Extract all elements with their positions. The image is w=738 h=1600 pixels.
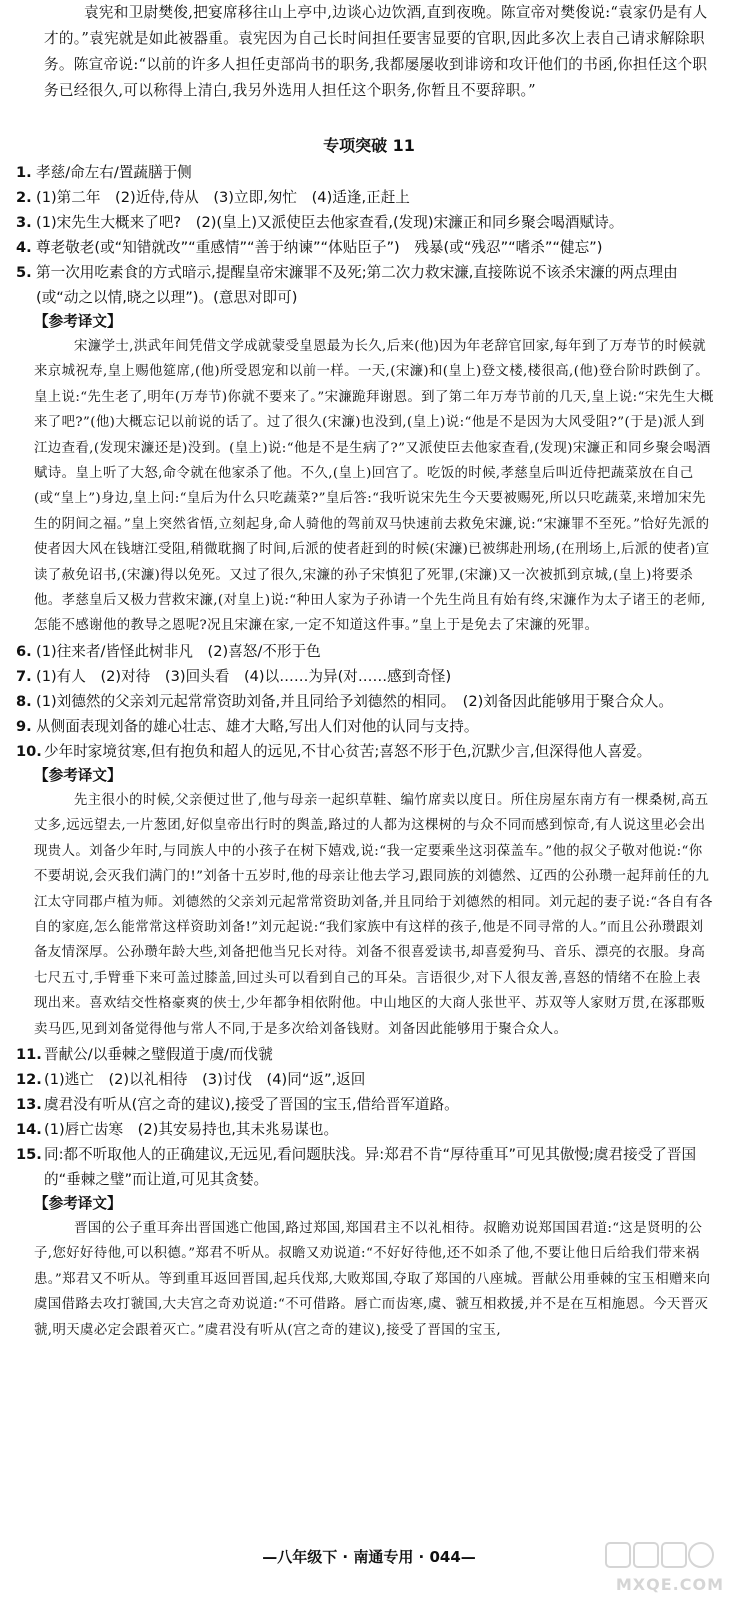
answer-item	[16, 639, 714, 664]
answer-text: (1)有人 (2)对待 (3)回头看 (4)以……为异(对……感到奇怪)	[36, 667, 452, 685]
answer-text: (1)刘德然的父亲刘元起常常资助刘备,并且同给予刘德然的相同。 (2)刘备因此能够用于聚合众人。	[36, 692, 674, 710]
answer-item	[16, 1142, 714, 1192]
answer-number: 10.	[16, 742, 42, 760]
answer-number: 13.	[16, 1095, 42, 1113]
reference-translation-label: 【参考译文】	[34, 313, 122, 330]
reference-translation-label: 【参考译文】	[34, 1194, 122, 1212]
answer-number: 2.	[16, 189, 32, 206]
answer-body	[16, 160, 714, 1343]
answer-text: 孝慈/命左右/置蔬膳于侧	[36, 164, 192, 181]
answer-item	[16, 1092, 714, 1117]
answer-number: 3.	[16, 214, 32, 231]
answer-item	[16, 1042, 714, 1067]
answer-item	[16, 235, 714, 260]
answer-text: 少年时家境贫寒,但有抱负和超人的远见,不甘心贫苦;喜怒不形于色,沉默少言,但深得他人喜爱。	[44, 742, 652, 760]
section-title: 专项突破 11	[323, 136, 415, 155]
answer-item	[16, 689, 714, 714]
watermark	[600, 1540, 724, 1594]
answer-item	[16, 210, 714, 235]
page-footer: —八年级下 · 南通专用 · 044—	[262, 1548, 476, 1566]
answer-item	[16, 160, 714, 185]
answer-text: (1)逃亡 (2)以礼相待 (3)讨伐 (4)同“返”,返回	[44, 1070, 366, 1088]
answer-text: 从侧面表现刘备的雄心壮志、雄才大略,写出人们对他的认同与支持。	[36, 717, 479, 735]
answer-number: 1.	[16, 164, 32, 181]
answer-item	[16, 664, 714, 689]
reference-translation-label: 【参考译文】	[34, 766, 122, 784]
answer-number: 12.	[16, 1070, 42, 1088]
answer-text: (1)往来者/皆怪此树非凡 (2)喜怒/不形于色	[36, 642, 321, 660]
reference-translation: 先主很小的时候,父亲便过世了,他与母亲一起织草鞋、编竹席卖以度日。所住房屋东南方有一棵桑树,高五丈多,远远望去,一片葱团,好似皇帝出行时的舆盖,路过的人都为这棵树的与众不同而感到惊奇,有人说这里必会出现贵人。刘备少年时,与同族人中的小孩子在树下嬉戏,说:“我一定要乘坐这羽葆盖车。”他的叔父子敬对他说:“你不要胡说,会灭我们满门的!”刘备十五岁时,他的母亲让他去学习,跟同族的刘德然、辽西的公孙瓒一起拜前任的九江太守同郡卢植为师。刘德然的父亲刘元起常常资助刘备,并且同给于刘德然的相同。刘元起的妻子说:“各自有各自的家庭,怎么能常常这样资助刘备!”刘元起说:“我们家族中有这样的孩子,他是不同寻常的人。”而且公孙瓒跟刘备友情深厚。公孙瓒年龄大些,刘备把他当兄长对待。刘备不很喜爱读书,却喜爱狗马、音乐、漂亮的衣服。身高七尺五寸,手臂垂下来可盖过膝盖,回过头可以看到自己的耳朵。言语很少,对下人很友善,喜怒的情绪不在脸上表现出来。喜欢结交性格豪爽的侠士,少年都争相依附他。中山地区的大商人张世平、苏双等人家财万贯,在涿郡贩卖马匹,见到刘备觉得他与常人不同,于是多次给刘备钱财。刘备因此能够用于聚合众人。	[34, 792, 713, 1037]
answer-item	[16, 739, 714, 764]
answer-item	[16, 185, 714, 210]
answer-item	[16, 1067, 714, 1092]
reference-translation: 晋国的公子重耳奔出晋国逃亡他国,路过郑国,郑国君主不以礼相待。叔瞻劝说郑国国君道:“这是贤明的公子,您好好待他,可以积德。”郑君不听从。叔瞻又劝说道:“不好好待他,还不如杀了他,不要让他日后给我们带来祸患。”郑君又不听从。等到重耳返回晋国,起兵伐郑,大败郑国,夺取了郑国的八座城。晋献公用垂棘的宝玉相赠来向虞国借路去攻打虢国,大夫宫之奇劝说道:“不可借路。唇亡而齿寒,虞、虢互相救援,并不是在互相施恩。今天晋灭虢,明天虞必定会跟着灭亡。”虞君没有听从(宫之奇的建议),接受了晋国的宝玉,	[34, 1220, 711, 1338]
answer-number: 8.	[16, 692, 32, 710]
watermark-text: MXQE.COM	[615, 1575, 724, 1594]
answer-text: 晋献公/以垂棘之璧假道于虞/而伐虢	[44, 1045, 273, 1063]
answer-number: 4.	[16, 239, 32, 256]
intro-paragraph: 袁宪和卫尉樊俊,把宴席移往山上亭中,边谈心边饮酒,直到夜晚。陈宣帝对樊俊说:“袁家仍是有人才的。”袁宪就是如此被器重。袁宪因为自己长时间担任要害显要的官职,因此多次上表自己请求解除职务。陈宣帝说:“以前的许多人担任吏部尚书的职务,我都屡屡收到诽谤和攻讦他们的书函,你担任这个职务已经很久,可以称得上清白,我另外选用人担任这个职务,你暂且不要辞职。”	[44, 4, 708, 99]
answer-item	[16, 260, 714, 310]
answer-text: 尊老敬老(或“知错就改”“重感情”“善于纳谏”“体贴臣子”) 残暴(或“残忍”“嗜杀”“健忘”)	[36, 239, 603, 256]
watermark-logo-icon	[604, 1540, 716, 1570]
answer-number: 9.	[16, 717, 32, 735]
answer-item	[16, 714, 714, 739]
answer-number: 14.	[16, 1120, 42, 1138]
reference-translation: 宋濂学士,洪武年间凭借文学成就蒙受皇恩最为长久,后来(他)因为年老辞官回家,每年到了万寿节的时候就来京城祝寿,皇上赐他筵席,(他)所受恩宠和以前一样。一天,(宋濂)和(皇上)登文楼,楼很高,(他)登台阶时跌倒了。皇上说:“先生老了,明年(万寿节)你就不要来了。”宋濂跪拜谢恩。到了第二年万寿节前的几天,皇上说:“宋先生大概来了吧?”(他)大概忘记以前说的话了。过了很久(宋濂)也没到,(皇上)说:“他是不是因为大风受阻?”(于是)派人到江边查看,(发现宋濂还是)没到。(皇上)说:“他是不是生病了?”又派使臣去他家查看,(发现)宋濂正和同乡聚会喝酒赋诗。皇上听了大怒,命令就在他家杀了他。不久,(皇上)回宫了。吃饭的时候,孝慈皇后叫近侍把蔬菜放在自己(或“皇上”)身边,皇上问:“皇后为什么只吃蔬菜?”皇后答:“我听说宋先生今天要被赐死,所以只吃蔬菜,来增加宋先生的阴间之福。”皇上突然省悟,立刻起身,命人骑他的驾前双马快速前去救免宋濂,说:“宋濂罪不至死。”恰好先派的使者因大风在钱塘江受阻,稍微耽搁了时间,后派的使者赶到的时候(宋濂)已被绑赴刑场,(在刑场上,后派的使者)宣读了赦免诏书,(宋濂)得以免死。又过了很久,宋濂的孙子宋慎犯了死罪,(宋濂)又一次被抓到京城,(皇上)将要杀他。孝慈皇后又极力营救宋濂,(对皇上)说:“种田人家为子孙请一个先生尚且有始有终,宋濂作为太子诸王的老师,怎能不感谢他的教导之恩呢?况且宋濂在家,一定不知道这件事。”皇上于是免去了宋濂的死罪。	[34, 339, 714, 634]
answer-number: 6.	[16, 642, 32, 660]
answer-text: (1)唇亡齿寒 (2)其安易持也,其未兆易谋也。	[44, 1120, 339, 1138]
answer-number: 11.	[16, 1045, 42, 1063]
answer-number: 5.	[16, 264, 32, 281]
answer-number: 15.	[16, 1145, 42, 1163]
answer-text: 虞君没有听从(宫之奇的建议),接受了晋国的宝玉,借给晋军道路。	[44, 1095, 459, 1113]
answer-text: (1)宋先生大概来了吧? (2)(皇上)又派使臣去他家查看,(发现)宋濂正和同乡聚会喝酒赋诗。	[36, 214, 624, 231]
answer-text: 第一次用吃素食的方式暗示,提醒皇帝宋濂罪不及死;第二次力救宋濂,直接陈说不该杀宋濂的两点理由(或“动之以情,晓之以理”)。(意思对即可)	[36, 264, 678, 306]
answer-number: 7.	[16, 667, 32, 685]
answer-text: 同:都不听取他人的正确建议,无远见,看问题肤浅。异:郑君不肯“厚待重耳”可见其傲慢;虞君接受了晋国的“垂棘之璧”而让道,可见其贪婪。	[44, 1145, 697, 1188]
answer-text: (1)第二年 (2)近侍,侍从 (3)立即,匆忙 (4)适逢,正赶上	[36, 189, 410, 206]
answer-item	[16, 1117, 714, 1142]
